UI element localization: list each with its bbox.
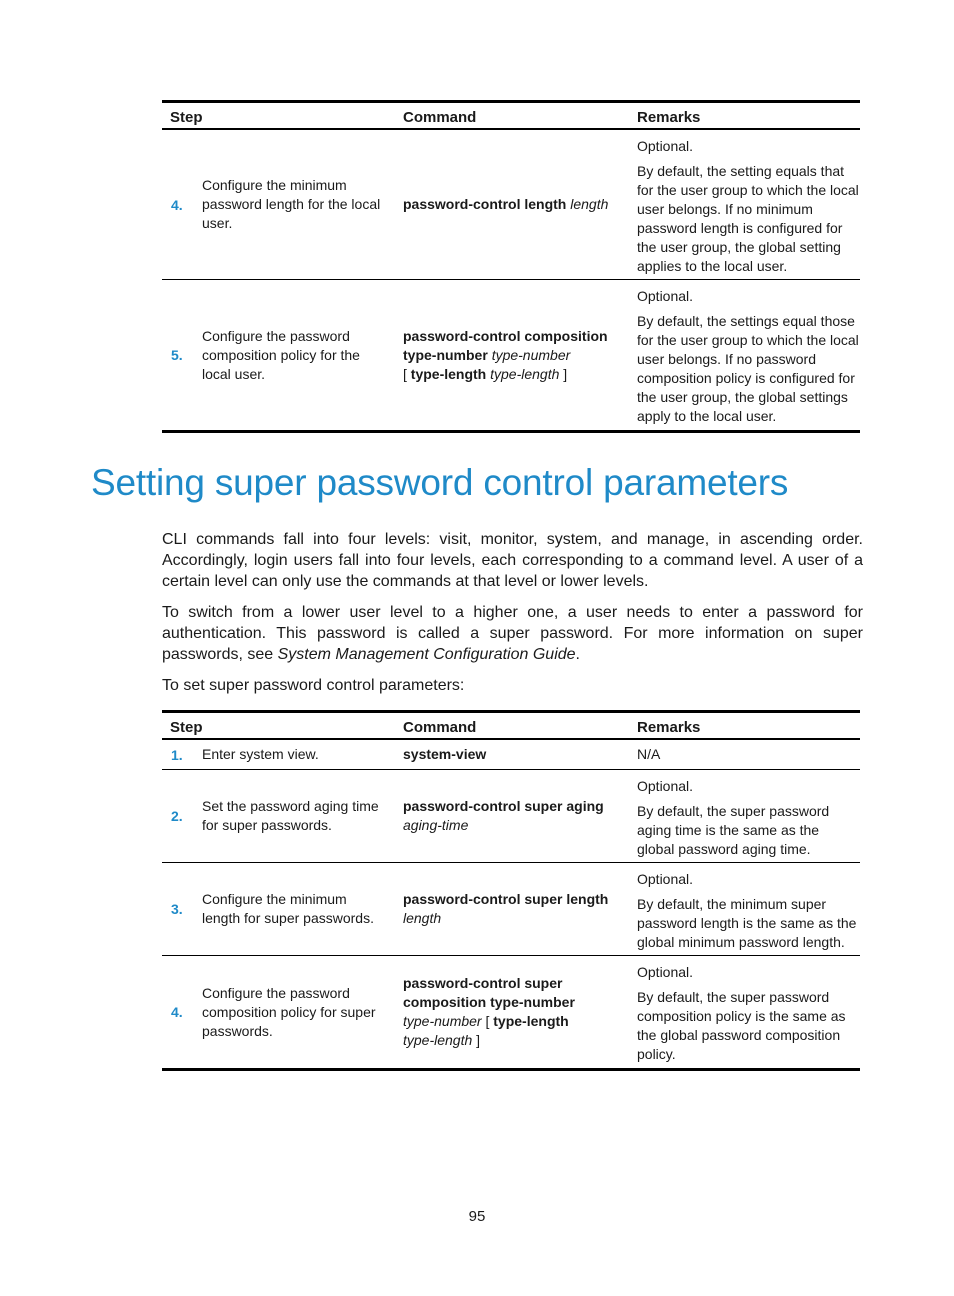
remarks-text: By default, the super password aging time is the same as the global password aging time. bbox=[637, 803, 830, 857]
table-row bbox=[162, 863, 860, 956]
header-step: Step bbox=[170, 719, 203, 736]
header-command: Command bbox=[403, 719, 477, 736]
command-keyword: password-control composition bbox=[403, 327, 608, 344]
step-command bbox=[394, 130, 628, 279]
step-description: Enter system view. bbox=[202, 746, 319, 762]
remarks-text: By default, the super password composition policy is the same as the global password composition policy. bbox=[637, 989, 846, 1062]
step-remarks bbox=[628, 740, 860, 769]
guide-reference: System Management Configuration Guide bbox=[277, 646, 576, 663]
remarks-text: By default, the settings equal those for the user group to which the local user belongs. If no password composition policy is configured for the user group, the global settings apply to the local user. bbox=[637, 313, 859, 424]
header-remarks: Remarks bbox=[637, 719, 701, 736]
table-row bbox=[162, 740, 860, 770]
paragraph-command-levels: CLI commands fall into four levels: visit, monitor, system, and manage, in ascending order. Accordingly, login users fall into four levels, each corresponding to a command level. A user of a certain level can only use the commands at that level or lower levels. bbox=[162, 531, 863, 590]
paragraph-text: To switch from a lower user level to a higher one, a user needs to enter a password for authentication. This password is called a super password. For more information on super passwords, see bbox=[162, 604, 863, 663]
remarks-optional: Optional. bbox=[637, 964, 694, 980]
command-keyword: type-number bbox=[403, 346, 488, 363]
remarks-text: N/A bbox=[637, 746, 661, 762]
header-step: Step bbox=[170, 109, 203, 126]
step-number: 5. bbox=[171, 347, 183, 363]
step-command bbox=[394, 280, 628, 430]
bracket-open: [ bbox=[403, 365, 407, 382]
command-keyword: password-control length bbox=[403, 196, 567, 212]
step-description: Configure the minimum length for super passwords. bbox=[202, 891, 374, 926]
command-keyword: password-control super length bbox=[403, 891, 609, 907]
table-bottom-rule bbox=[162, 430, 860, 433]
remarks-optional: Optional. bbox=[637, 288, 694, 304]
remarks-optional: Optional. bbox=[637, 778, 694, 794]
step-description: Set the password aging time for super passwords. bbox=[202, 798, 379, 833]
step-number: 4. bbox=[171, 196, 183, 213]
command-argument: length bbox=[570, 196, 609, 212]
step-remarks bbox=[628, 280, 860, 430]
command-argument: type-length bbox=[490, 365, 560, 382]
step-remarks bbox=[628, 130, 860, 279]
step-number: 2. bbox=[171, 808, 183, 824]
step-description: Configure the minimum password length for the local user. bbox=[202, 177, 381, 231]
step-description: Configure the password composition policy for super passwords. bbox=[202, 984, 376, 1039]
step-number: 4. bbox=[171, 1004, 183, 1020]
step-number: 1. bbox=[171, 746, 183, 763]
table-row bbox=[162, 770, 860, 863]
command-keyword: type-length bbox=[410, 365, 487, 382]
step-remarks bbox=[628, 863, 860, 955]
step-command bbox=[394, 956, 628, 1068]
section-title: Setting super password control parameters bbox=[91, 462, 789, 503]
table-header bbox=[162, 103, 860, 130]
table-bottom-rule bbox=[162, 1068, 860, 1071]
remarks-optional: Optional. bbox=[637, 138, 694, 154]
step-description: Configure the password composition policy for the local user. bbox=[202, 327, 360, 382]
command-argument: aging-time bbox=[403, 817, 469, 833]
table-row bbox=[162, 280, 860, 430]
command-argument: type-number bbox=[403, 1013, 482, 1029]
table-super-password bbox=[162, 710, 860, 1071]
table-password-length bbox=[162, 100, 860, 433]
step-number: 3. bbox=[171, 901, 183, 917]
remarks-optional: Optional. bbox=[637, 871, 694, 887]
header-command: Command bbox=[403, 109, 477, 126]
step-remarks bbox=[628, 770, 860, 862]
page-number: 95 bbox=[468, 1208, 486, 1225]
table-row bbox=[162, 956, 860, 1068]
header-remarks: Remarks bbox=[637, 109, 701, 126]
step-command bbox=[394, 863, 628, 955]
table-header bbox=[162, 713, 860, 740]
paragraph-text: . bbox=[575, 646, 580, 663]
command-keyword: password-control super aging bbox=[403, 798, 604, 814]
command-argument: length bbox=[403, 910, 442, 926]
bracket-close: ] bbox=[476, 1032, 481, 1048]
bracket-open: [ bbox=[485, 1013, 490, 1029]
bracket-close: ] bbox=[563, 365, 568, 382]
paragraph-super-password bbox=[162, 602, 863, 665]
table-row bbox=[162, 130, 860, 280]
paragraph-intro: To set super password control parameters: bbox=[162, 677, 465, 694]
command-argument: type-number bbox=[491, 346, 571, 363]
step-command bbox=[394, 770, 628, 862]
command-keyword: system-view bbox=[403, 746, 487, 762]
remarks-text: By default, the minimum super password length is the same as the global minimum password length. bbox=[637, 896, 857, 950]
step-remarks bbox=[628, 956, 860, 1068]
remarks-text: By default, the setting equals that for the user group to which the local user belongs. If no minimum password length is configured for the user group, the global setting applies to the local user. bbox=[637, 163, 859, 274]
command-keyword: type-length bbox=[493, 1013, 569, 1029]
command-argument: type-length bbox=[403, 1032, 473, 1048]
command-keyword: password-control super composition type-number bbox=[403, 975, 575, 1010]
step-command bbox=[394, 740, 628, 769]
